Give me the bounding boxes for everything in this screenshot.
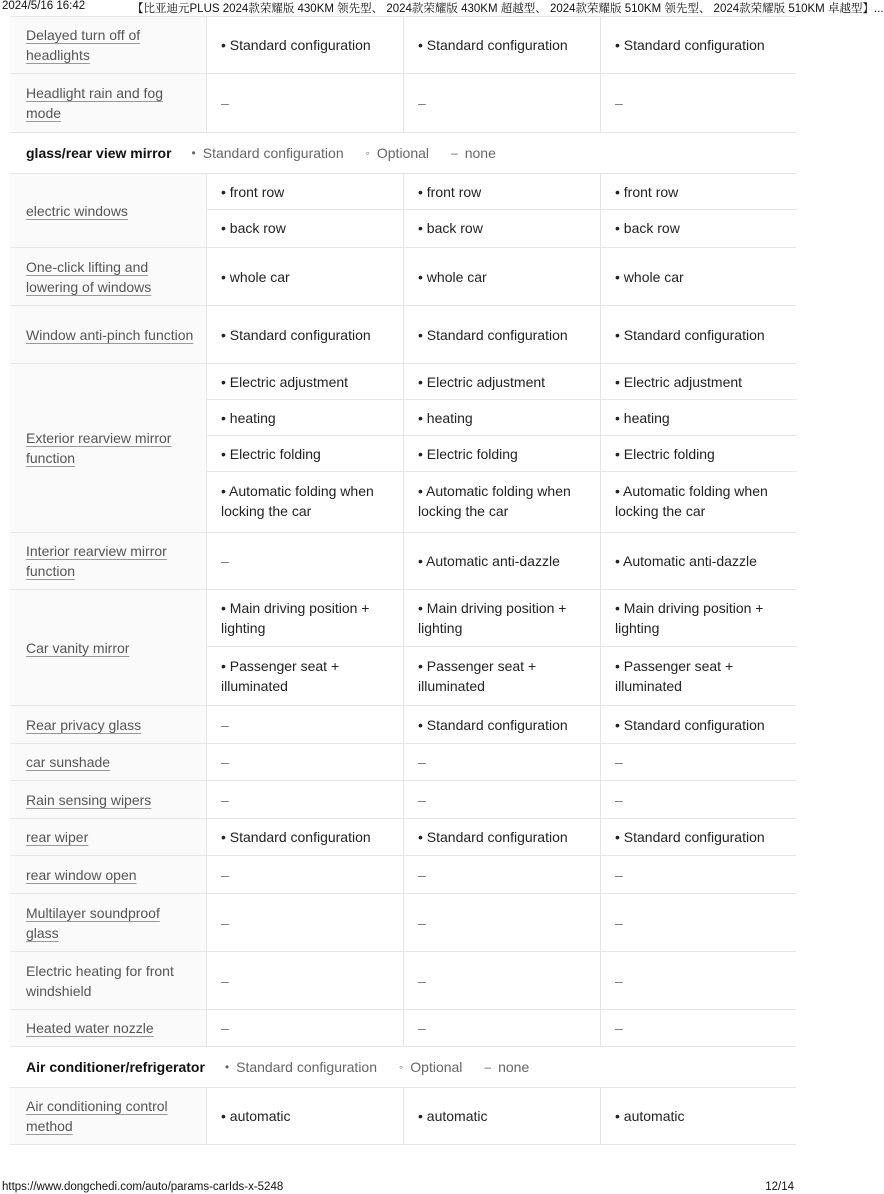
config-value (207, 856, 403, 893)
config-value (404, 647, 600, 704)
config-value-text: • whole car (615, 268, 684, 285)
legend-none-text: none (464, 145, 496, 161)
config-value (601, 364, 797, 400)
param-name-link[interactable]: Air conditioning control method (26, 1098, 168, 1134)
config-value-text: • Electric adjustment (615, 373, 743, 390)
config-column-1 (206, 856, 403, 893)
table-row (10, 364, 796, 533)
legend-optional (366, 145, 429, 161)
config-value (404, 364, 600, 400)
config-value (601, 744, 797, 780)
config-value-text: • Automatic anti-dazzle (615, 553, 757, 569)
config-column-1 (206, 306, 403, 363)
config-column-2 (403, 590, 600, 705)
legend-standard-text: Standard configuration (236, 1059, 377, 1075)
table-row (10, 706, 796, 744)
config-value (601, 647, 797, 704)
config-value-text: – (615, 791, 623, 808)
config-value-text: • automatic (615, 1108, 685, 1124)
config-value-text: – (221, 972, 229, 989)
config-value-text: • front row (615, 183, 679, 200)
config-value-text: • Electric folding (221, 445, 321, 462)
config-value-text: • Electric folding (418, 445, 518, 462)
param-name-link[interactable]: electric windows (26, 202, 128, 219)
config-column-3 (600, 590, 797, 705)
config-value (404, 819, 600, 855)
config-column-1 (206, 533, 403, 589)
config-column-3 (600, 952, 797, 1009)
config-value (404, 174, 600, 210)
config-value (207, 819, 403, 855)
config-value (404, 590, 600, 647)
param-name-link[interactable]: Delayed turn off of headlights (26, 27, 141, 63)
config-value-text: – (221, 553, 229, 569)
param-name-link[interactable]: Rear privacy glass (26, 716, 142, 733)
config-column-3 (600, 819, 797, 855)
table-row (10, 533, 796, 590)
config-value-text: – (615, 754, 623, 770)
config-value (601, 781, 797, 818)
config-value-text: • back row (615, 220, 680, 236)
config-column-3 (600, 706, 797, 743)
config-value-text: – (418, 972, 426, 989)
config-value-text: • Standard configuration (418, 37, 568, 53)
config-value (601, 590, 797, 647)
table-row (10, 306, 796, 364)
row-label (10, 744, 206, 780)
config-value-text: • back row (418, 220, 483, 236)
config-value (207, 1010, 403, 1046)
config-value-text: • Standard configuration (615, 37, 765, 53)
config-column-3 (600, 533, 797, 589)
param-name-link[interactable]: Car vanity mirror (26, 639, 130, 656)
config-column-2 (403, 706, 600, 743)
config-value-text: • Passenger seat + illuminated (418, 657, 537, 694)
section-header (10, 133, 796, 174)
config-value (404, 17, 600, 73)
print-page-title: 【比亚迪元PLUS 2024款荣耀版 430KM 领先型、 2024款荣耀版 430KM 超越型、 2024款荣耀版 510KM 领先型、 2024款荣耀版 510KM 卓越型】... (132, 3, 884, 15)
row-label (10, 364, 206, 532)
config-value (207, 364, 403, 400)
config-column-2 (403, 1010, 600, 1046)
config-value (207, 74, 403, 132)
config-value-text: – (418, 1020, 426, 1036)
config-column-2 (403, 781, 600, 818)
config-column-2 (403, 248, 600, 305)
config-value (601, 533, 797, 589)
row-label (10, 248, 206, 305)
row-label (10, 174, 206, 247)
config-value (601, 436, 797, 472)
config-value-text: – (615, 95, 623, 111)
legend-standard (225, 1059, 377, 1075)
table-row (10, 744, 796, 781)
config-value-text: – (221, 791, 229, 808)
config-column-2 (403, 74, 600, 132)
legend-optional (399, 1059, 462, 1075)
config-value (207, 174, 403, 210)
row-label (10, 894, 206, 951)
row-label (10, 17, 206, 73)
config-value (601, 1010, 797, 1046)
param-name-link[interactable]: Interior rearview mirror function (26, 543, 167, 579)
config-value (207, 647, 403, 704)
config-value-text: • Standard configuration (615, 326, 765, 343)
config-column-3 (600, 1010, 797, 1046)
config-value (207, 1088, 403, 1144)
config-value-text: – (418, 866, 426, 883)
config-column-1 (206, 1088, 403, 1144)
config-value-text: • whole car (418, 268, 487, 285)
config-value-text: – (615, 914, 623, 931)
table-row (10, 952, 796, 1010)
row-label (10, 856, 206, 893)
row-label (10, 533, 206, 589)
config-value-text: – (221, 1020, 229, 1036)
config-column-3 (600, 174, 797, 247)
config-value-text: • heating (418, 409, 473, 426)
config-value (404, 856, 600, 893)
table-row (10, 74, 796, 133)
config-value (207, 952, 403, 1009)
config-column-1 (206, 17, 403, 73)
config-value (601, 400, 797, 436)
param-name-link[interactable]: car sunshade (26, 754, 111, 770)
legend-optional-text: Optional (376, 145, 430, 161)
print-url: https://www.dongchedi.com/auto/params-carIds-x-5248 (2, 1181, 284, 1193)
config-value (207, 744, 403, 780)
config-value-text: • Main driving position + lighting (221, 600, 370, 636)
param-name-link[interactable]: One-click lifting and lowering of windows (26, 258, 152, 295)
config-value (404, 533, 600, 589)
config-value (404, 248, 600, 305)
table-row (10, 174, 796, 248)
legend-standard-icon: • (191, 146, 196, 160)
config-column-3 (600, 364, 797, 532)
section-title: glass/rear view mirror (26, 145, 172, 161)
row-label (10, 819, 206, 855)
config-value (207, 248, 403, 305)
config-value-text: • Electric adjustment (418, 373, 546, 390)
row-label (10, 1088, 206, 1144)
config-value (601, 17, 797, 73)
config-value (207, 706, 403, 743)
config-value (601, 306, 797, 363)
config-value (207, 894, 403, 951)
config-value (601, 1088, 797, 1144)
param-name-link[interactable]: Headlight rain and fog mode (26, 85, 163, 121)
config-column-3 (600, 894, 797, 951)
legend-standard (192, 145, 344, 161)
config-value-text: • automatic (221, 1108, 291, 1124)
param-name-link[interactable]: Heated water nozzle (26, 1020, 154, 1036)
config-value (207, 533, 403, 589)
config-column-2 (403, 364, 600, 532)
config-value (404, 472, 600, 529)
config-column-3 (600, 1088, 797, 1144)
config-value-text: • Standard configuration (221, 326, 371, 343)
config-value (404, 706, 600, 743)
config-value-text: • Automatic folding when locking the car (615, 482, 768, 519)
config-value (404, 306, 600, 363)
table-row (10, 819, 796, 856)
row-label (10, 306, 206, 363)
config-value-text: – (221, 914, 229, 931)
config-value-text: • Standard configuration (615, 716, 765, 733)
config-value (601, 248, 797, 305)
params-table (10, 16, 796, 1145)
legend-none-text: none (498, 1059, 530, 1075)
config-value (404, 744, 600, 780)
config-value-text: – (418, 754, 426, 770)
config-value-text: • Automatic folding when locking the car (418, 482, 571, 519)
config-value-text: • Standard configuration (221, 37, 371, 53)
config-column-3 (600, 744, 797, 780)
config-column-3 (600, 856, 797, 893)
row-label (10, 1010, 206, 1046)
config-value (601, 174, 797, 210)
config-value-text: • Electric folding (615, 445, 715, 462)
config-value (404, 400, 600, 436)
table-row (10, 1088, 796, 1145)
config-column-2 (403, 819, 600, 855)
table-row (10, 781, 796, 819)
config-value (207, 472, 403, 529)
config-value-text: • whole car (221, 268, 290, 285)
config-value-text: • Passenger seat + illuminated (221, 657, 340, 694)
table-row (10, 856, 796, 894)
config-value-text: • Main driving position + lighting (615, 600, 764, 636)
config-column-2 (403, 17, 600, 73)
config-column-2 (403, 744, 600, 780)
config-value (207, 306, 403, 363)
config-value (207, 17, 403, 73)
table-row (10, 17, 796, 74)
config-value-text: • Passenger seat + illuminated (615, 657, 734, 694)
row-label (10, 952, 206, 1009)
config-value-text: • Standard configuration (418, 326, 568, 343)
table-row (10, 894, 796, 952)
config-column-1 (206, 706, 403, 743)
legend-none-icon: – (451, 146, 458, 160)
legend-none (484, 1059, 529, 1075)
section-header (10, 1047, 796, 1088)
config-column-1 (206, 364, 403, 532)
config-column-3 (600, 781, 797, 818)
config-value (207, 590, 403, 647)
row-label (10, 590, 206, 705)
config-value-text: • Standard configuration (221, 829, 371, 845)
config-value (601, 819, 797, 855)
table-row (10, 248, 796, 306)
legend-none-icon: – (484, 1060, 492, 1074)
config-column-3 (600, 17, 797, 73)
table-row (10, 1010, 796, 1047)
config-value (207, 436, 403, 472)
config-value (601, 856, 797, 893)
config-column-2 (403, 306, 600, 363)
config-value (404, 1010, 600, 1046)
config-column-1 (206, 1010, 403, 1046)
config-value (207, 210, 403, 246)
param-name-link[interactable]: Multilayer soundproof glass (26, 904, 160, 941)
config-value (601, 74, 797, 132)
row-label (10, 781, 206, 818)
config-value (404, 74, 600, 132)
legend-optional-text: Optional (410, 1059, 463, 1075)
table-row (10, 590, 796, 706)
config-value-text: • Automatic folding when locking the car (221, 482, 374, 519)
config-value (207, 781, 403, 818)
config-value (601, 210, 797, 246)
config-value-text: • Main driving position + lighting (418, 600, 567, 636)
legend-optional-icon: ◦ (399, 1060, 404, 1074)
print-datetime: 2024/5/16 16:42 (2, 0, 86, 12)
config-value (404, 894, 600, 951)
config-value-text: – (418, 95, 426, 111)
config-value-text: • heating (615, 409, 670, 426)
legend-optional-icon: ◦ (365, 146, 370, 160)
config-column-3 (600, 248, 797, 305)
config-value (601, 952, 797, 1009)
config-value-text: – (418, 914, 426, 931)
config-value-text: – (615, 972, 623, 989)
param-name-link[interactable]: Exterior rearview mirror function (26, 430, 172, 466)
param-name-link[interactable]: Rain sensing wipers (26, 791, 152, 808)
config-value-text: – (221, 866, 229, 883)
config-column-1 (206, 819, 403, 855)
print-page-number: 12/14 (765, 1181, 794, 1193)
config-column-1 (206, 894, 403, 951)
section-title: Air conditioner/refrigerator (26, 1059, 205, 1075)
legend-standard-icon: • (224, 1060, 230, 1074)
config-value-text: • Standard configuration (418, 716, 568, 733)
row-label (10, 74, 206, 132)
config-column-2 (403, 1088, 600, 1144)
config-value-text: • Electric adjustment (221, 373, 349, 390)
config-value (404, 952, 600, 1009)
config-value-text: • Standard configuration (615, 829, 765, 845)
param-name-link[interactable]: rear wiper (26, 829, 89, 845)
config-value (601, 472, 797, 529)
config-column-1 (206, 590, 403, 705)
param-name-link[interactable]: Window anti-pinch function (26, 326, 194, 343)
config-value-text: • automatic (418, 1108, 488, 1124)
config-value (207, 400, 403, 436)
param-name-link[interactable]: rear window open (26, 866, 137, 883)
config-value-text: – (615, 1020, 623, 1036)
config-column-1 (206, 744, 403, 780)
config-value (601, 894, 797, 951)
config-column-2 (403, 952, 600, 1009)
config-value-text: – (221, 754, 229, 770)
config-value-text: • Standard configuration (418, 829, 568, 845)
config-column-2 (403, 533, 600, 589)
config-value-text: • heating (221, 409, 276, 426)
config-column-1 (206, 174, 403, 247)
row-label (10, 706, 206, 743)
config-value (601, 706, 797, 743)
config-value (404, 781, 600, 818)
config-column-2 (403, 856, 600, 893)
legend-none (451, 145, 496, 161)
config-value-text: • front row (221, 183, 285, 200)
config-column-2 (403, 174, 600, 247)
config-value (404, 436, 600, 472)
config-value-text: • front row (418, 183, 482, 200)
config-value (404, 1088, 600, 1144)
config-column-3 (600, 74, 797, 132)
config-value-text: – (221, 95, 229, 111)
config-column-2 (403, 894, 600, 951)
config-value-text: – (615, 866, 623, 883)
config-column-3 (600, 306, 797, 363)
config-value-text: • Automatic anti-dazzle (418, 553, 560, 569)
config-value-text: • back row (221, 220, 286, 236)
param-name-link: Electric heating for front windshield (26, 962, 174, 999)
config-value-text: – (221, 716, 229, 733)
config-value (404, 210, 600, 246)
legend-standard-text: Standard configuration (202, 145, 344, 161)
config-column-1 (206, 952, 403, 1009)
config-column-1 (206, 781, 403, 818)
config-column-1 (206, 74, 403, 132)
config-column-1 (206, 248, 403, 305)
config-value-text: – (418, 791, 426, 808)
